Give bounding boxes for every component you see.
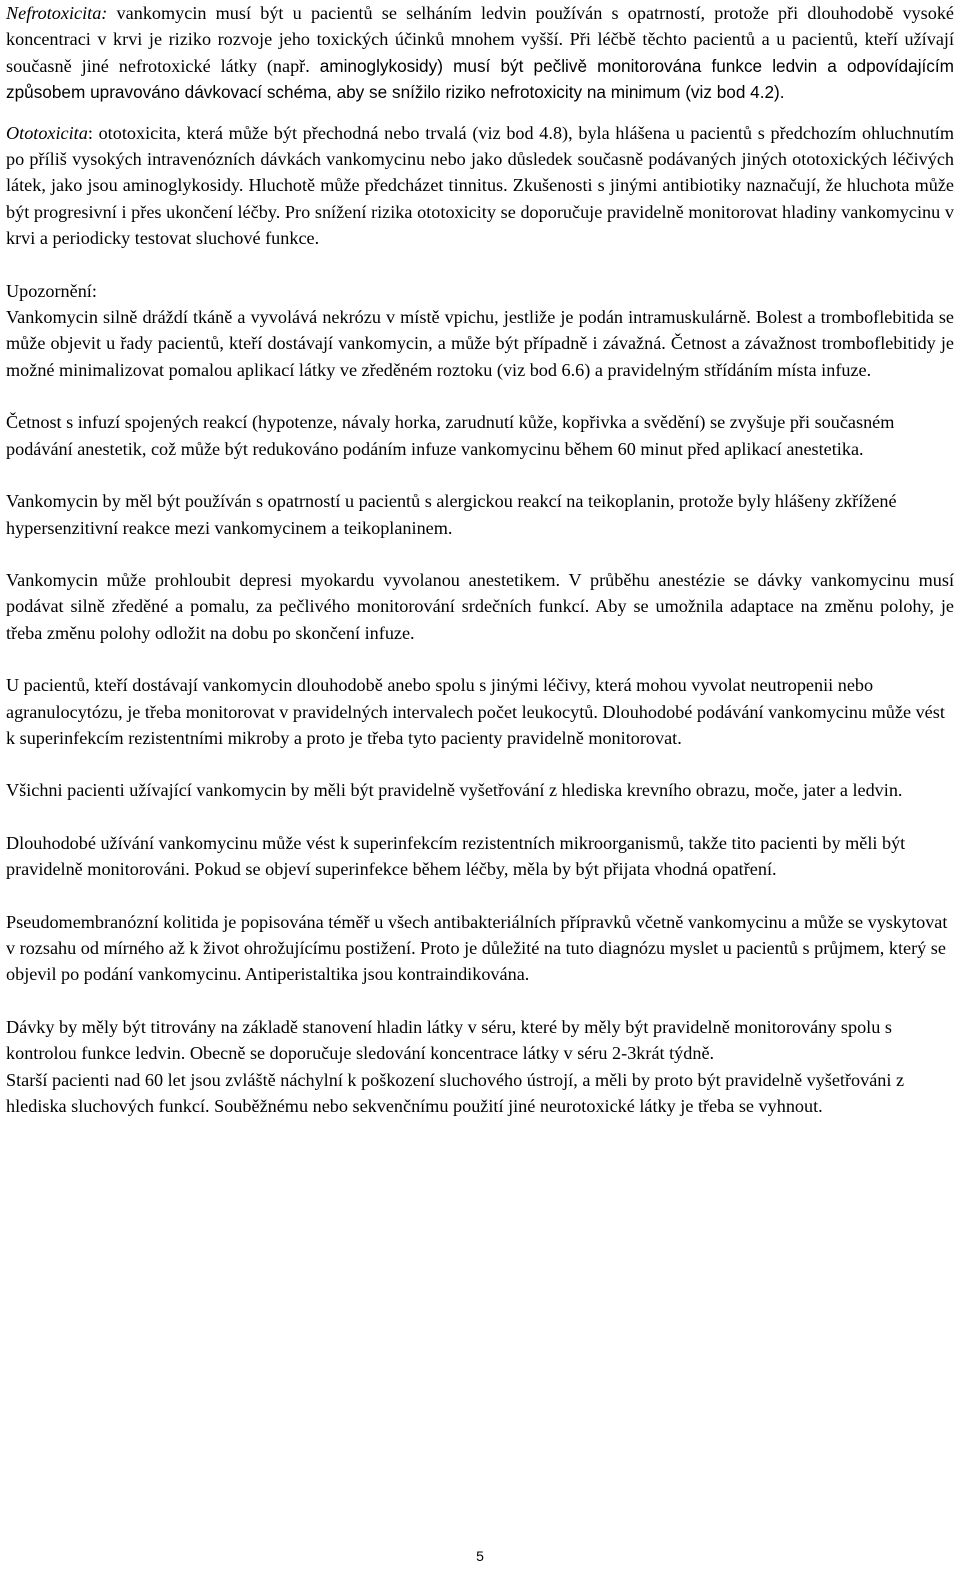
nephrotoxicity-text: vankomycin musí být u pacientů se selháním ledvin používán s opatrností, protože při dlouhodobě vysoké koncentraci v krvi je riziko rozvoje jeho toxických účinků mnohem vyšší. Při léčbě těchto pacientů a u pacientů, kteří užívají současně jiné nefrotoxické látky (např. xyxy=(6,3,954,76)
warning-heading: Upozornění: xyxy=(6,280,97,301)
term-ototoxicity: Ototoxicita xyxy=(6,122,88,143)
paragraph-injection-site: Vankomycin silně dráždí tkáně a vyvolává nekrózu v místě vpichu, jestliže je podán intramuskulárně. Bolest a tromboflebitida se může objevit u řady pacientů, kteří dostávají vankomycin, a může být případně i závažná. Četnost a závažnost tromboflebitidy je možné minimalizovat pomalou aplikací látky ve zředěném roztoku (viz bod 6.6) a pravidelným střídáním místa infuze. xyxy=(6,307,954,380)
paragraph-elderly-patients: Starší pacienti nad 60 let jsou zvláště náchylní k poškození sluchového ústrojí, a měli by proto být pravidelně vyšetřováni z hlediska sluchových funkcí. Souběžnému nebo sekvenčnímu použití jiné neurotoxické látky je třeba se vyhnout. xyxy=(6,1069,905,1116)
nephrotoxicity-text-continued: aminoglykosidy) musí být pečlivě monitorována funkce ledvin a odpovídajícím způsobem upravováno dávkovací schéma, aby se snížilo riziko nefrotoxicity na minimum (viz bod 4.2). xyxy=(6,55,954,103)
paragraph-myocardial-depression: Vankomycin může prohloubit depresi myokardu vyvolanou anestetikem. V průběhu anestézie se dávky vankomycinu musí podávat silně zředěné a pomalu, za pečlivého monitorování srdečních funkcí. Aby se umožnila adaptace na změnu polohy, je třeba změnu polohy odložit na dobu po skončení infuze. xyxy=(6,569,954,643)
term-nephrotoxicity: Nefrotoxicita: xyxy=(6,3,108,23)
paragraph-teicoplanin: Vankomycin by měl být používán s opatrností u pacientů s alergickou reakcí na teikoplanin, protože byly hlášeny zkřížené hypersenzitivní reakce mezi vankomycinem a teikoplaninem. xyxy=(6,491,897,538)
paragraph-nephrotoxicity xyxy=(6,0,954,106)
paragraph-neutropenia: U pacientů, kteří dostávají vankomycin dlouhodobě anebo spolu s jinými léčivy, která mohou vyvolat neutropenii nebo agranulocytózu, je třeba monitorovat v pravidelných intervalech počet leukocytů. Dlouhodobé podávání vankomycinu může vést k superinfekcím rezistentními mikroby a proto je třeba tyto pacienty pravidelně monitorovat. xyxy=(6,675,945,748)
paragraph-ototoxicity xyxy=(6,120,954,252)
paragraph-infusion-reactions: Četnost s infuzí spojených reakcí (hypotenze, návaly horka, zarudnutí kůže, kopřivka a svědění) se zvyšuje při současném podávání anestetik, což může být redukováno podáním infuze vankomycinu během 60 minut před aplikací anestetika. xyxy=(6,412,895,459)
paragraph-blood-monitoring: Všichni pacienti užívající vankomycin by měli být pravidelně vyšetřování z hlediska krevního obrazu, moče, jater a ledvin. xyxy=(6,780,903,801)
document-page xyxy=(6,0,954,1119)
ototoxicity-text: : ototoxicita, která může být přechodná nebo trvalá (viz bod 4.8), byla hlášena u pacientů s předchozím ohluchnutím po příliš vysokých intravenózních dávkách vankomycinu nebo jako důsledek současně podávaných jiných ototoxických léčivých látek, jako jsou aminoglykosidy. Hluchotě může předcházet tinnitus. Zkušenosti s jinými antibiotiky naznačují, že hluchota může být progresivní i přes ukončení léčby. Pro snížení rizika ototoxicity se doporučuje pravidelně monitorovat hladiny vankomycinu v krvi a periodicky testovat sluchové funkce. xyxy=(6,122,954,249)
page-number: 5 xyxy=(476,1548,484,1564)
paragraph-colitis: Pseudomembranózní kolitida je popisována téměř u všech antibakteriálních přípravků včetně vankomycinu a může se vyskytovat v rozsahu od mírného až k život ohrožujícímu postižení. Proto je důležité na tuto diagnózu myslet u pacientů s průjmem, který se objevil po podání vankomycinu. Antiperistaltika jsou kontraindikována. xyxy=(6,911,948,985)
paragraph-dose-titration: Dávky by měly být titrovány na základě stanovení hladin látky v séru, které by měly být pravidelně monitorovány spolu s kontrolou funkce ledvin. Obecně se doporučuje sledování koncentrace látky v séru 2-3krát týdně. xyxy=(6,1016,892,1064)
paragraph-superinfection: Dlouhodobé užívání vankomycinu může vést k superinfekcím rezistentních mikroorganismů, takže tito pacienti by měli být pravidelně monitorováni. Pokud se objeví superinfekce během léčby, měla by být přijata vhodná opatření. xyxy=(6,832,906,880)
